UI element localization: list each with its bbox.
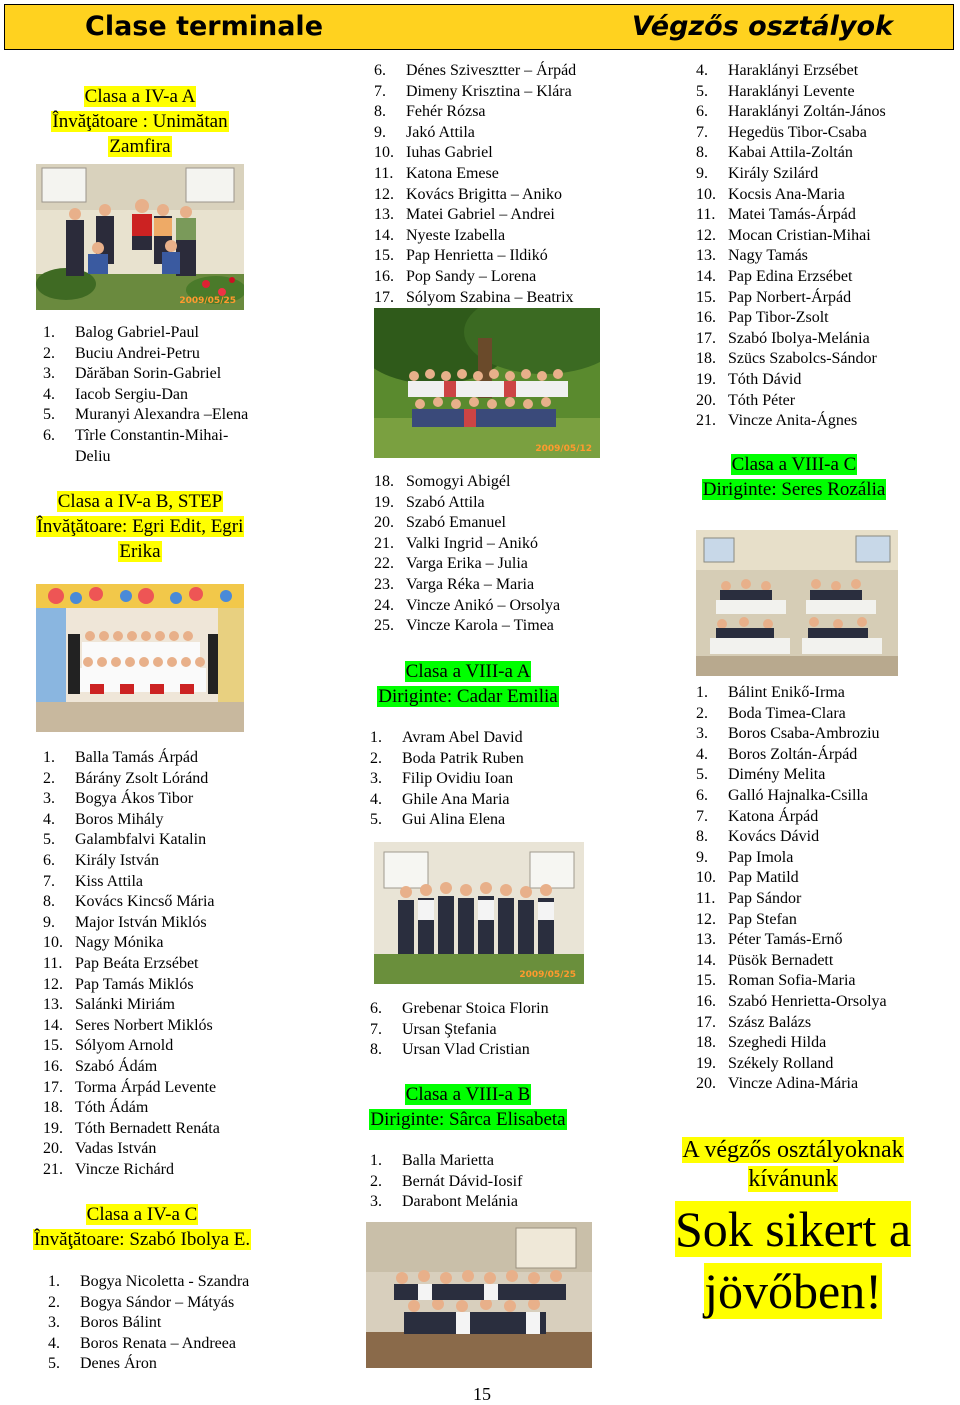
list-item: 9. Major István Miklós xyxy=(43,913,207,931)
list-item: 24. Vincze Anikó – Orsolya xyxy=(374,596,561,614)
list-item: 5. Denes Áron xyxy=(48,1355,157,1373)
list-item: 21. Vincze Anita-Ágnes xyxy=(696,412,858,430)
class-8a-photo xyxy=(374,842,584,984)
list-item: 14. Nyeste Izabella xyxy=(374,226,506,244)
list-item: 7. Ursan Ştefania xyxy=(370,1020,497,1038)
class-8b-student-list xyxy=(370,1151,630,1213)
class-8a-caption xyxy=(350,659,586,709)
class-4a-caption xyxy=(20,84,260,159)
list-item: 3. Dărăban Sorin-Gabriel xyxy=(43,365,222,383)
list-item: 11. Pap Beáta Erzsébet xyxy=(43,954,199,972)
list-item: 19. Szabó Attila xyxy=(374,493,485,511)
class-4b-student-list xyxy=(43,748,283,1180)
class-4b-teacher: Învăţătoare: Egri Edit, Egri xyxy=(36,516,244,537)
list-item: 10. Kocsis Ana-Maria xyxy=(696,185,845,203)
list-item: 9. Jakó Attila xyxy=(374,123,475,141)
list-item: 6. Galló Hajnalka-Csilla xyxy=(696,786,868,804)
list-item: 4. Boros Renata – Andreea xyxy=(48,1334,236,1352)
list-item: 13. Péter Tamás-Ernő xyxy=(696,931,843,949)
list-item: 7. Hegedüs Tibor-Csaba xyxy=(696,123,867,141)
list-item: 16. Szabó Ádám xyxy=(43,1057,158,1075)
class-4c-continued-list xyxy=(374,61,634,308)
list-item: 4. Boros Mihály xyxy=(43,810,164,828)
header-banner xyxy=(4,4,954,50)
list-item: 15. Pap Norbert-Árpád xyxy=(696,288,852,306)
class-4c-photo xyxy=(374,308,600,458)
list-item: 5. Haraklányi Levente xyxy=(696,82,855,100)
class-4a-photo xyxy=(36,164,244,310)
list-item: 11. Matei Tamás-Árpád xyxy=(696,206,856,224)
list-item: 11. Pap Sándor xyxy=(696,889,802,907)
list-item: 5. Gui Alina Elena xyxy=(370,811,506,829)
list-item: 1. Balla Tamás Árpád xyxy=(43,749,198,766)
list-item: 2. Boda Timea-Clara xyxy=(696,704,846,722)
class-4c-continued-list-2 xyxy=(374,472,634,637)
list-item: 23. Varga Réka – Maria xyxy=(374,575,535,593)
photo-date-stamp: 2009/05/12 xyxy=(535,444,592,454)
list-item: 3. Boros Csaba-Ambroziu xyxy=(696,725,880,743)
list-item: 4. Iacob Sergiu-Dan xyxy=(43,385,188,403)
wish-text xyxy=(668,1136,918,1194)
class-8b-caption xyxy=(344,1082,592,1132)
list-item: 7. Kiss Attila xyxy=(43,872,144,890)
class-8b-title: Clasa a VIII-a B xyxy=(405,1084,531,1105)
list-item: 3. Boros Bálint xyxy=(48,1314,162,1332)
class-8c-caption xyxy=(676,452,912,502)
list-item: 1. Balla Marietta xyxy=(370,1152,494,1169)
class-4c-teacher: Învăţătoare: Szabó Ibolya E. xyxy=(33,1229,251,1250)
class-4a-title: Clasa a IV-a A xyxy=(84,86,196,107)
list-item: 5. Galambfalvi Katalin xyxy=(43,831,207,849)
list-item: 21. Valki Ingrid – Anikó xyxy=(374,534,538,552)
list-item: 12. Pap Stefan xyxy=(696,910,797,928)
list-item: 11. Katona Emese xyxy=(374,164,499,182)
class-4c-student-list xyxy=(48,1272,288,1375)
list-item: 20. Szabó Emanuel xyxy=(374,514,506,532)
class-4a-teacher: Învăţătoare : Unimătan xyxy=(52,111,228,132)
list-item: 19. Tóth Dávid xyxy=(696,370,802,388)
list-item: 15. Roman Sofia-Maria xyxy=(696,972,856,990)
class-8c-student-list xyxy=(696,683,956,1095)
list-item: 13. Nagy Tamás xyxy=(696,247,808,265)
class-8a-title: Clasa a VIII-a A xyxy=(405,661,531,682)
class-8a-student-list xyxy=(370,728,630,831)
list-item: 25. Vincze Karola – Timea xyxy=(374,617,554,635)
list-item: 1. Bálint Enikő-Irma xyxy=(696,684,845,701)
list-item: 13. Matei Gabriel – Andrei xyxy=(374,206,555,224)
list-item: 1. Balog Gabriel-Paul xyxy=(43,324,199,341)
list-item: 2. Buciu Andrei-Petru xyxy=(43,344,200,362)
list-item: 20. Tóth Péter xyxy=(696,391,796,409)
list-item: 18. Szücs Szabolcs-Sándor xyxy=(696,350,877,368)
list-item: 9. Király Szilárd xyxy=(696,164,819,182)
list-item: 14. Püsök Bernadett xyxy=(696,951,834,969)
class-4b-teacher-cont: Erika xyxy=(119,541,161,562)
list-item: 1. Avram Abel David xyxy=(370,729,523,746)
class-8c-teacher: Diriginte: Seres Rozália xyxy=(702,479,886,500)
list-item: 3. Bogya Ákos Tibor xyxy=(43,790,194,808)
list-item: 2. Bárány Zsolt Lóránd xyxy=(43,769,209,787)
class-4c-caption xyxy=(10,1202,274,1252)
list-item: 20. Vincze Adina-Mária xyxy=(696,1075,859,1093)
list-item: 6. Grebenar Stoica Florin xyxy=(370,1000,549,1017)
list-item: 22. Varga Erika – Julia xyxy=(374,555,528,573)
list-item: 19. Székely Rolland xyxy=(696,1054,834,1072)
list-item: 15. Pap Henrietta – Ildikó xyxy=(374,247,548,265)
class-4b-caption xyxy=(10,489,270,564)
list-item: 4. Ghile Ana Maria xyxy=(370,790,510,808)
list-item: 16. Pop Sandy – Lorena xyxy=(374,267,537,285)
list-item: 17. Sólyom Szabina – Beatrix xyxy=(374,288,574,306)
list-item: 6. Dénes Szivesztter – Árpád xyxy=(374,62,577,79)
class-8b-continued-list xyxy=(696,61,956,432)
list-item: 8. Kovács Dávid xyxy=(696,828,820,846)
list-item: 15. Sólyom Arnold xyxy=(43,1037,174,1055)
list-item: Deliu xyxy=(75,447,111,465)
wish-big-line-2: jövőben! xyxy=(704,1263,882,1319)
list-item: 2. Bogya Sándor – Mátyás xyxy=(48,1293,235,1311)
wish-line-2: kívánunk xyxy=(748,1166,838,1192)
list-item: 10. Pap Matild xyxy=(696,869,799,887)
list-item: 18. Tóth Ádám xyxy=(43,1099,149,1117)
list-item: 8. Kabai Attila-Zoltán xyxy=(696,144,853,162)
list-item: 12. Kovács Brigitta – Aniko xyxy=(374,185,562,203)
banner-title-right: Végzős osztályok xyxy=(631,11,893,42)
list-item: 20. Vadas István xyxy=(43,1140,157,1158)
list-item: 4. Boros Zoltán-Árpád xyxy=(696,745,858,763)
list-item: 7. Dimeny Krisztina – Klára xyxy=(374,82,572,100)
class-4b-photo xyxy=(36,584,244,732)
class-8b-photo xyxy=(366,1222,592,1368)
class-8a-student-list-2 xyxy=(370,999,630,1061)
banner-title-left: Clase terminale xyxy=(85,11,324,42)
list-item: 6. Király István xyxy=(43,851,159,869)
page-number: 15 xyxy=(473,1384,491,1404)
class-4c-title: Clasa a IV-a C xyxy=(86,1204,198,1225)
list-item: 17. Szász Balázs xyxy=(696,1013,812,1031)
list-item: 8. Fehér Rózsa xyxy=(374,103,486,121)
list-item: 3. Darabont Melánia xyxy=(370,1193,518,1211)
photo-date-stamp: 2009/05/25 xyxy=(179,296,236,306)
list-item: 9. Pap Imola xyxy=(696,848,794,866)
class-4a-teacher-cont: Zamfira xyxy=(109,136,171,157)
list-item: 7. Katona Árpád xyxy=(696,807,819,825)
list-item: 14. Pap Edina Erzsébet xyxy=(696,267,853,285)
list-item: 18. Somogyi Abigél xyxy=(374,473,511,490)
list-item: 12. Mocan Cristian-Mihai xyxy=(696,226,871,244)
list-item: 12. Pap Tamás Miklós xyxy=(43,975,194,993)
class-8c-title: Clasa a VIII-a C xyxy=(731,454,857,475)
list-item: 3. Filip Ovidiu Ioan xyxy=(370,770,514,788)
list-item: 5. Muranyi Alexandra –Elena xyxy=(43,406,249,424)
wish-line-1: A végzős osztályoknak xyxy=(682,1137,904,1163)
list-item: 10. Iuhas Gabriel xyxy=(374,144,493,162)
list-item: 6. Tîrle Constantin-Mihai- xyxy=(43,426,229,444)
class-8c-photo xyxy=(696,530,898,676)
list-item: 2. Boda Patrik Ruben xyxy=(370,749,524,767)
list-item: 19. Tóth Bernadett Renáta xyxy=(43,1119,220,1137)
class-8a-teacher: Diriginte: Cadar Emilia xyxy=(378,686,558,707)
list-item: 16. Pap Tibor-Zsolt xyxy=(696,309,829,327)
list-item: 5. Dimény Melita xyxy=(696,766,826,784)
photo-date-stamp: 2009/05/25 xyxy=(519,970,576,980)
class-4a-student-list xyxy=(43,323,283,467)
list-item: 13. Salánki Miriám xyxy=(43,996,175,1014)
list-item: 1. Bogya Nicoletta - Szandra xyxy=(48,1273,250,1290)
list-item: 8. Ursan Vlad Cristian xyxy=(370,1041,530,1059)
wish-big-text xyxy=(662,1198,924,1322)
list-item: 14. Seres Norbert Miklós xyxy=(43,1016,213,1034)
list-item: 6. Haraklányi Zoltán-János xyxy=(696,103,886,121)
list-item: 10. Nagy Mónika xyxy=(43,934,164,952)
wish-big-line-1: Sok sikert a xyxy=(674,1201,912,1257)
list-item: 21. Vincze Richárd xyxy=(43,1160,174,1178)
class-4b-title: Clasa a IV-a B, STEP xyxy=(57,491,223,512)
class-8b-teacher: Diriginte: Sârca Elisabeta xyxy=(370,1109,566,1130)
list-item: 16. Szabó Henrietta-Orsolya xyxy=(696,992,887,1010)
list-item: 18. Szeghedi Hilda xyxy=(696,1034,827,1052)
list-item: 17. Szabó Ibolya-Melánia xyxy=(696,329,870,347)
list-item: 4. Haraklányi Erzsébet xyxy=(696,62,859,79)
list-item: 2. Bernát Dávid-Iosif xyxy=(370,1172,523,1190)
list-item: 8. Kovács Kincső Mária xyxy=(43,893,215,911)
list-item: 17. Torma Árpád Levente xyxy=(43,1078,217,1096)
